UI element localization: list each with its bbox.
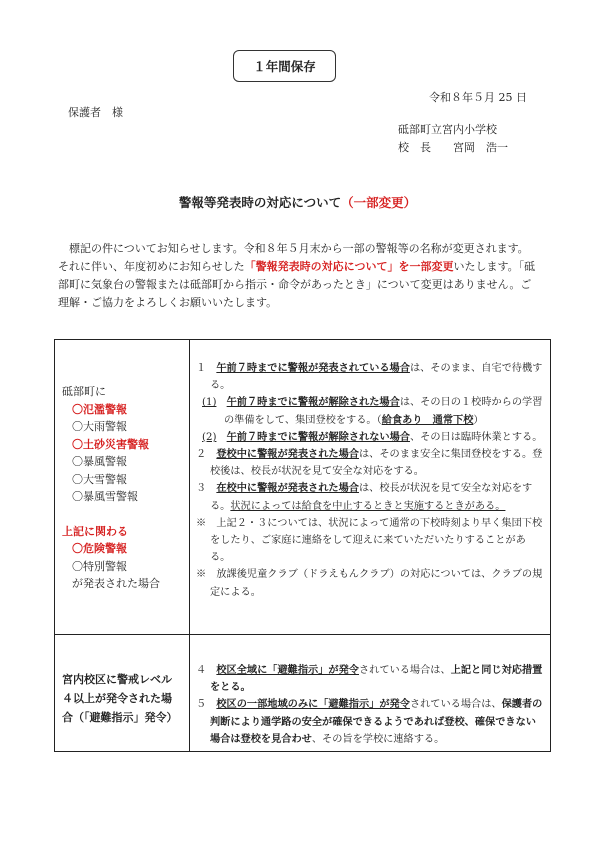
list-item: 〇氾濫警報 [72,402,127,416]
date: 令和８年５月 25 日 [429,91,527,104]
rule-subitem-1: (1) 午前７時までに警報が解除された場合は、その日の１校時からの学習の準備をして、集団登校をする。（給食あり 通常下校） [202,396,543,426]
row1-heading: 砥部町に [62,385,106,398]
rule-item-3: ３ 在校中に警報が発表された場合は、校長が状況を見て安全な対応をする。状況によっては給食を中止するときと実施するときがある。 [196,482,533,512]
table-row-divider [54,634,551,635]
row1-right-cell [196,360,546,601]
rule-item-4: ４ 校区全域に「避難指示」が発令されている場合は、上記と同じ対応措置をとる。 [196,664,543,694]
list-item: 〇暴風雪警報 [72,490,138,503]
list-item: 〇危険警報 [72,542,127,555]
title-suffix: （一部変更） [341,195,417,210]
note-1: ※ 上記２・３については、状況によって通常の下校時刻より早く集団下校をしたり、ご家庭に連絡をして迎えに来ていただいたりすることがある。 [196,517,543,564]
table-column-divider [189,339,190,752]
row1-left-cell [62,383,186,593]
row1-subheading: 上記に関わる [62,524,128,538]
sender-school: 砥部町立宮内小学校 [398,123,497,136]
retention-label: １年間保存 [253,59,316,74]
list-item: 〇暴風警報 [72,455,127,468]
rule-subitem-2: (2) 午前７時までに警報が解除されない場合、その日は臨時休業とする。 [202,430,543,443]
row2-left-cell: 宮内校区に警戒レベル４以上が発令された場合（「避難指示」発令） [62,673,178,724]
title-main: 警報等発表時の対応について [178,195,342,210]
page-title [0,193,595,211]
row2-right-cell [196,662,546,748]
note-2: ※ 放課後児童クラブ（ドラえもんクラブ）の対応については、クラブの規定による。 [196,569,543,598]
intro-text-red: 「警報発表時の対応について」を一部変更 [244,260,454,273]
rule-item-1: １ 午前７時までに警報が発表されている場合は、そのまま、自宅で待機する。 [196,362,543,392]
list-item: 〇大雨警報 [72,420,127,433]
list-item: 〇土砂災害警報 [72,437,149,451]
rule-item-5: ５ 校区の一部地域のみに「避難指示」が発令されている場合は、保護者の判断により通学路の安全が確保できるようであれば登校、確保できない場合は登校を見合わせ、その旨を学校に連絡する。 [196,698,543,745]
intro-paragraph [58,240,538,312]
intro-text-2: いたします。「砥部町に気象台の警報または砥部町から指示・命令があったとき」について変更はありません。ご理解・ご協力をよろしくお願いいたします。 [58,260,536,309]
sender-principal: 校 長 宮岡 浩一 [398,141,508,154]
rule-item-2: ２ 登校中に警報が発表された場合は、そのまま安全に集団登校をする。登校後は、校長が状況を見て安全な対応をする。 [196,448,543,478]
list-item: 〇特別警報 [72,559,127,573]
recipient: 保護者 様 [68,106,123,119]
retention-label-box [233,50,336,82]
row1-footer: が発表された場合 [72,577,160,590]
list-item: 〇大雪警報 [72,472,127,486]
intro-text-1: 標記の件についてお知らせします。令和８年５月末から一部の警報等の名称が変更されます。それに伴い、年度初めにお知らせした [58,242,529,273]
